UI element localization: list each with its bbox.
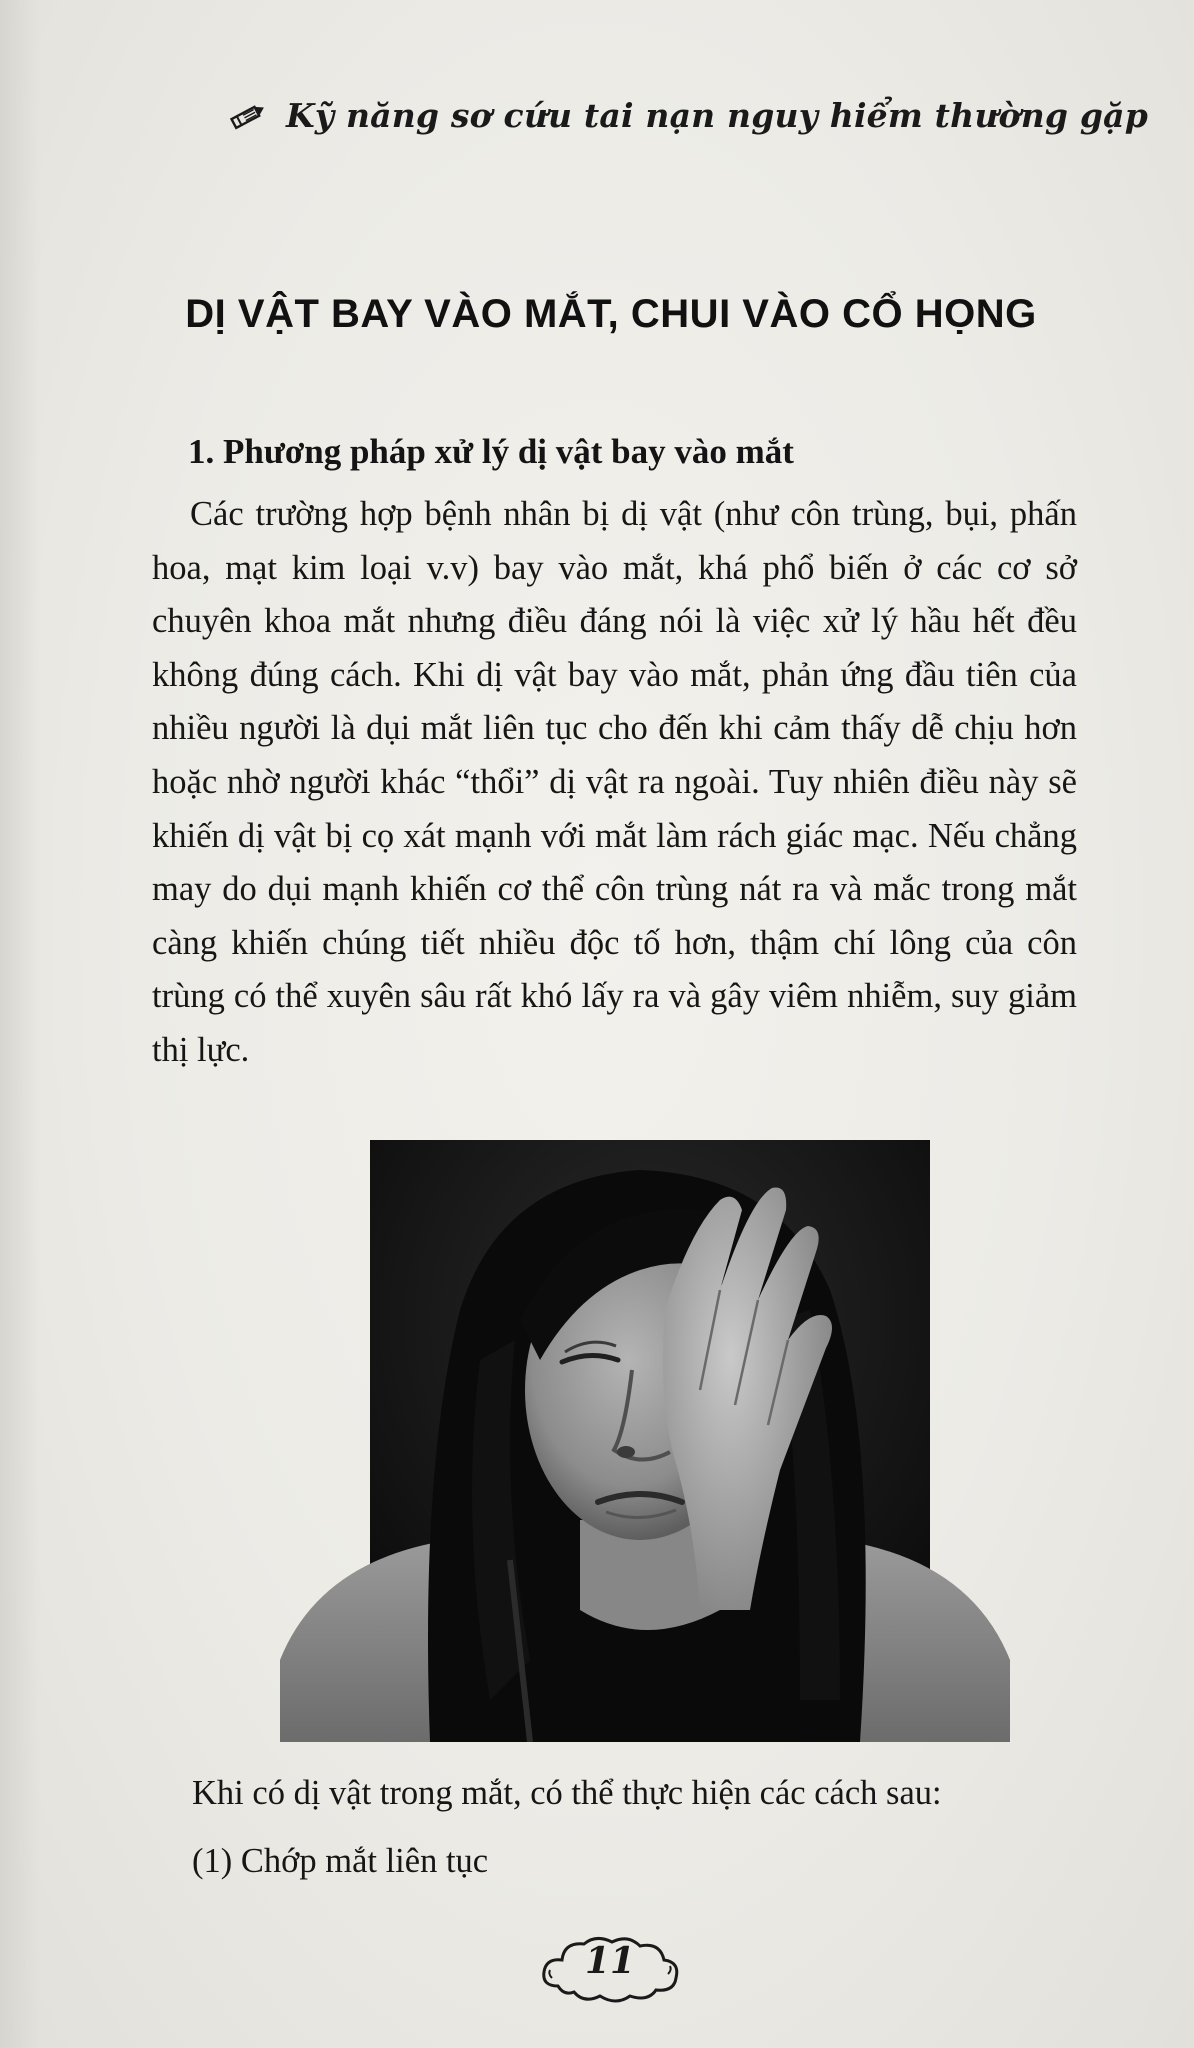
pencil-icon bbox=[228, 99, 268, 133]
list-item: (1) Chớp mắt liên tục bbox=[192, 1842, 489, 1880]
woman-rubbing-eye-photo bbox=[280, 1140, 1010, 1742]
chapter-title: DỊ VẬT BAY VÀO MẮT, CHUI VÀO CỔ HỌNG bbox=[185, 292, 1037, 336]
page-number-badge bbox=[536, 1930, 684, 2006]
running-header bbox=[228, 96, 1148, 135]
list-intro: Khi có dị vật trong mắt, có thể thực hiện các cách sau: bbox=[192, 1774, 942, 1812]
body-paragraph: Các trường hợp bệnh nhân bị dị vật (như côn trùng, bụi, phấn hoa, mạt kim loại v.v) bay vào mắt, khá phổ biến ở các cơ sở chuyên khoa mắt nhưng điều đáng nói là việc xử lý hầu hết đều không đúng cách. Khi dị vật bay vào mắt, phản ứng đầu tiên của nhiều người là dụi mắt liên tục cho đến khi cảm thấy dễ chịu hơn hoặc nhờ người khác “thổi” dị vật ra ngoài. Tuy nhiên điều này sẽ khiến dị vật bị cọ xát mạnh với mắt làm rách giác mạc. Nếu chẳng may do dụi mạnh khiến cơ thể côn trùng nát ra và mắc trong mắt càng khiến chúng tiết nhiều độc tố hơn, thậm chí lông của côn trùng có thể xuyên sâu rất khó lấy ra và gây viêm nhiễm, suy giảm thị lực. bbox=[152, 495, 1077, 1069]
running-header-text: Kỹ năng sơ cứu tai nạn nguy hiểm thường gặp bbox=[286, 96, 1149, 135]
section-heading: 1. Phương pháp xử lý dị vật bay vào mắt bbox=[188, 432, 794, 471]
page-number: 11 bbox=[584, 1940, 636, 1982]
